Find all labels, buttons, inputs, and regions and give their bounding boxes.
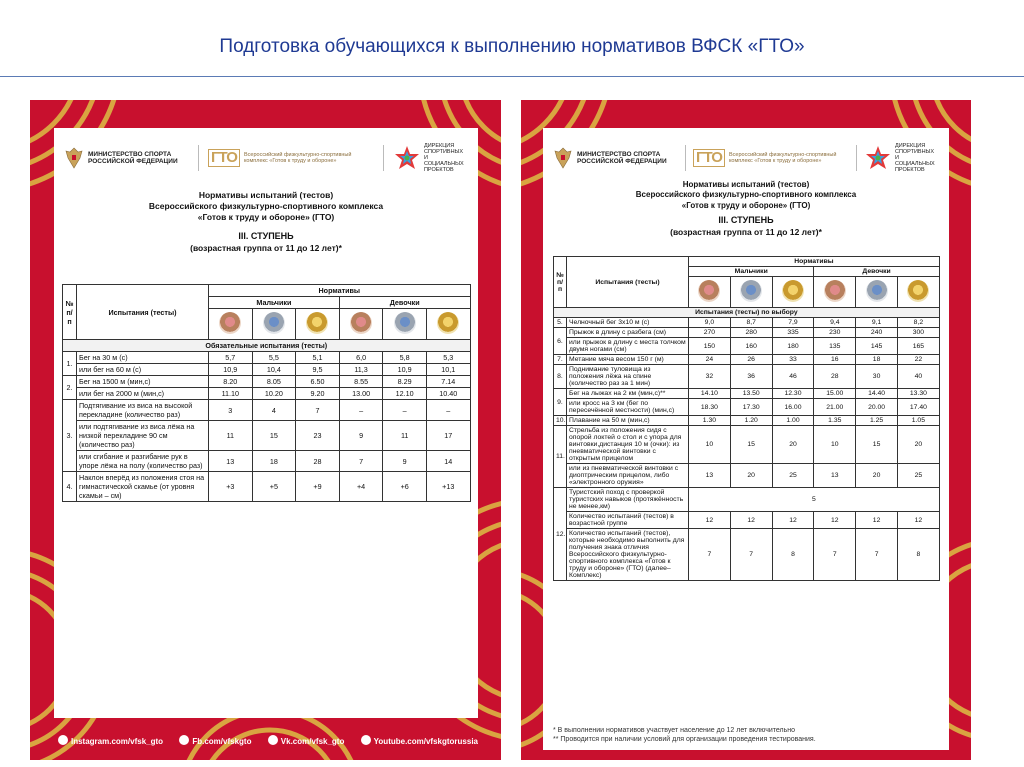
norm-value: 8 (897, 529, 939, 581)
row-number: 6. (554, 328, 567, 355)
norm-value: 24 (689, 355, 731, 365)
table-row (554, 365, 940, 389)
norms-table-right (553, 256, 940, 581)
instagram-icon (58, 735, 68, 745)
norm-value: 11 (209, 421, 253, 451)
social-links (58, 735, 478, 746)
test-name: Бег на лыжах на 2 км (мин,с)** (567, 389, 689, 399)
test-name: Прыжок в длину с разбега (см) (567, 328, 689, 338)
logo-bar (553, 138, 939, 178)
norm-value: – (339, 400, 383, 421)
norm-value: 10,4 (252, 364, 296, 376)
norm-value: 8,7 (730, 318, 772, 328)
norm-value: 20.00 (856, 399, 898, 416)
norm-value: 7 (339, 451, 383, 472)
norm-value: 13 (209, 451, 253, 472)
norm-value: 11 (383, 421, 427, 451)
test-name: Метание мяча весом 150 г (м) (567, 355, 689, 365)
test-name: или прыжок в длину с места толчком двумя ногами (см) (567, 338, 689, 355)
norm-value: 5,3 (426, 352, 470, 364)
test-name: Количество испытаний (тестов), которые необходимо выполнить для получения знака отличия Всероссийского физкультурно-спортивного комплекса «Готов к труду и обороне» (ГТО) (далее–Комплекс) (567, 529, 689, 581)
norm-value: 180 (772, 338, 814, 355)
norm-value: 1.00 (772, 416, 814, 426)
norm-value: 40 (897, 365, 939, 389)
table-row (63, 352, 471, 364)
norm-value: 10,1 (426, 364, 470, 376)
ministry-logo: МИНИСТЕРСТВО СПОРТА РОССИЙСКОЙ ФЕДЕРАЦИИ (553, 146, 677, 170)
norm-value: 20 (856, 464, 898, 488)
test-name: Туристский поход с проверкой туристских навыков (протяжённость не менее,км) (567, 488, 689, 512)
norm-value: 8.20 (209, 376, 253, 388)
table-row (554, 399, 940, 416)
eagle-emblem-icon (64, 146, 84, 170)
norm-value: 11,3 (339, 364, 383, 376)
norm-value: 5,7 (209, 352, 253, 364)
norm-value: – (383, 400, 427, 421)
norm-value: 11.10 (209, 388, 253, 400)
norm-value: 10,9 (209, 364, 253, 376)
norm-value: 16 (814, 355, 856, 365)
table-row (554, 328, 940, 338)
star-logo-icon (865, 145, 891, 171)
norm-value: 10,9 (383, 364, 427, 376)
norm-value: 8,2 (897, 318, 939, 328)
test-name: Бег на 30 м (с) (77, 352, 209, 364)
row-number: 3. (63, 400, 77, 472)
row-number: 4. (63, 472, 77, 502)
section-header: Обязательные испытания (тесты) (63, 340, 471, 352)
norm-value: 10.40 (426, 388, 470, 400)
norm-value: 12 (856, 512, 898, 529)
norm-value: 3 (209, 400, 253, 421)
norm-value: 5,1 (296, 352, 340, 364)
norm-value: 13.00 (339, 388, 383, 400)
norm-value: 28 (814, 365, 856, 389)
norm-value: 6.50 (296, 376, 340, 388)
norm-value: 9 (339, 421, 383, 451)
table-row (63, 364, 471, 376)
norm-value: 9,1 (856, 318, 898, 328)
footnotes: * В выполнении нормативов участвует население до 12 лет включительно ** Проводится при наличии условий для организации проведения тестирования. (553, 726, 816, 743)
bronze-badge-icon (350, 312, 372, 334)
norm-value: 165 (897, 338, 939, 355)
norm-value: 335 (772, 328, 814, 338)
section-header: Испытания (тесты) по выбору (554, 308, 940, 318)
norm-value: 22 (897, 355, 939, 365)
norm-value: 13 (689, 464, 731, 488)
norm-value: 8.05 (252, 376, 296, 388)
test-name: или бег на 60 м (с) (77, 364, 209, 376)
document-heading: Нормативы испытаний (тестов) Всероссийского физкультурно-спортивного комплекса «Готов к труду и обороне» (ГТО) III. СТУПЕНЬ (возрастная группа от 11 до 12 лет)* (635, 180, 857, 237)
girls-header: Девочки (814, 267, 939, 277)
norm-value: 240 (856, 328, 898, 338)
norm-value: 7 (856, 529, 898, 581)
norm-value: 12.30 (772, 389, 814, 399)
norm-value: 17 (426, 421, 470, 451)
norm-value: 23 (296, 421, 340, 451)
row-number: 2. (63, 376, 77, 400)
norm-value: +4 (339, 472, 383, 502)
norm-value: 16.00 (772, 399, 814, 416)
norm-value: 280 (730, 328, 772, 338)
norm-value: 9,4 (814, 318, 856, 328)
bronze-badge-icon (698, 280, 720, 302)
norm-value: 1.05 (897, 416, 939, 426)
norm-value: 1.35 (814, 416, 856, 426)
norm-value: 21.00 (814, 399, 856, 416)
norm-value: 8 (772, 529, 814, 581)
table-row (63, 451, 471, 472)
norm-value: 145 (856, 338, 898, 355)
boys-header: Мальчики (689, 267, 814, 277)
boys-header: Мальчики (209, 297, 340, 309)
facebook-link[interactable]: Fb.com/vfskgto (179, 735, 251, 746)
youtube-icon (361, 735, 371, 745)
test-name: или сгибание и разгибание рук в упоре лёжа на полу (количество раз) (77, 451, 209, 472)
norm-value: – (426, 400, 470, 421)
norm-value: 15 (856, 426, 898, 464)
silver-badge-icon (394, 312, 416, 334)
instagram-link[interactable]: Instagram.com/vfsk_gto (58, 735, 163, 746)
norm-value: 32 (689, 365, 731, 389)
row-number: 9. (554, 389, 567, 416)
ministry-logo: МИНИСТЕРСТВО СПОРТА РОССИЙСКОЙ ФЕДЕРАЦИИ (64, 146, 188, 170)
right-document-panel (521, 100, 971, 760)
norm-value: 25 (897, 464, 939, 488)
col-num-header: № п/п (554, 257, 567, 308)
col-tests-header: Испытания (тесты) (567, 257, 689, 308)
gold-badge-icon (306, 312, 328, 334)
test-name: Поднимание туловища из положения лёжа на спине (количество раз за 1 мин) (567, 365, 689, 389)
norm-value: 20 (730, 464, 772, 488)
norm-value: 18 (856, 355, 898, 365)
norm-value: 12.10 (383, 388, 427, 400)
norm-value: 150 (689, 338, 731, 355)
col-num-header: № п/п (63, 285, 77, 340)
table-row (554, 512, 940, 529)
norm-value: 30 (856, 365, 898, 389)
norm-value: 9 (383, 451, 427, 472)
test-name: Наклон вперёд из положения стоя на гимнастической скамье (от уровня скамьи – см) (77, 472, 209, 502)
gold-badge-icon (437, 312, 459, 334)
table-row (554, 355, 940, 365)
girls-header: Девочки (339, 297, 470, 309)
norm-value: 12 (689, 512, 731, 529)
norm-value: 46 (772, 365, 814, 389)
row-number: 10. (554, 416, 567, 426)
test-name: Бег на 1500 м (мин,с) (77, 376, 209, 388)
norm-value: 5,5 (252, 352, 296, 364)
table-row (63, 421, 471, 451)
star-logo-icon (394, 145, 420, 171)
norm-value: 5 (689, 488, 940, 512)
norm-value: 20 (772, 426, 814, 464)
norm-value: 26 (730, 355, 772, 365)
norm-value: 25 (772, 464, 814, 488)
test-name: Стрельба из положения сидя с опорой локтей о стол и с упора для винтовки,дистанция 10 м (очки): из пневматической винтовки с открытым прицелом (567, 426, 689, 464)
silver-badge-icon (866, 280, 888, 302)
norm-value: 135 (814, 338, 856, 355)
norm-value: 36 (730, 365, 772, 389)
norm-value: +3 (209, 472, 253, 502)
norm-value: +5 (252, 472, 296, 502)
norm-value: 7.14 (426, 376, 470, 388)
document-heading: Нормативы испытаний (тестов) Всероссийского физкультурно-спортивного комплекса «Готов к труду и обороне» (ГТО) III. СТУПЕНЬ (возрастная группа от 11 до 12 лет)* (148, 190, 384, 253)
row-number: 5. (554, 318, 567, 328)
norm-value: 7 (689, 529, 731, 581)
norm-value: 7,9 (772, 318, 814, 328)
table-row (63, 472, 471, 502)
facebook-icon (179, 735, 189, 745)
norm-value: 4 (252, 400, 296, 421)
test-name: или бег на 2000 м (мин,с) (77, 388, 209, 400)
norm-value: 160 (730, 338, 772, 355)
norm-value: 1.25 (856, 416, 898, 426)
norm-value: 6,0 (339, 352, 383, 364)
norm-value: 28 (296, 451, 340, 472)
norm-value: 9,5 (296, 364, 340, 376)
row-number: 12. (554, 488, 567, 581)
norm-value: 17.40 (897, 399, 939, 416)
row-number: 1. (63, 352, 77, 376)
left-sheet (54, 128, 478, 718)
directorate-logo: ДИРЕКЦИЯ СПОРТИВНЫХ И СОЦИАЛЬНЫХ ПРОЕКТОВ (865, 143, 939, 173)
norm-value: 15 (730, 426, 772, 464)
norm-value: 33 (772, 355, 814, 365)
norm-value: 300 (897, 328, 939, 338)
gto-logo: ГТО Всероссийский физкультурно-спортивный комплекс «Готов к труду и обороне» (208, 149, 374, 168)
norm-value: 9,0 (689, 318, 731, 328)
norm-value: 1.20 (730, 416, 772, 426)
norm-value: 10 (689, 426, 731, 464)
test-name: или кросс на 3 км (бег по пересечённой местности) (мин,с) (567, 399, 689, 416)
norm-value: 230 (814, 328, 856, 338)
norm-value: 9.20 (296, 388, 340, 400)
norm-value: 14 (426, 451, 470, 472)
table-row (63, 376, 471, 388)
norms-table-left (62, 284, 471, 502)
norm-value: 7 (814, 529, 856, 581)
directorate-logo: ДИРЕКЦИЯ СПОРТИВНЫХ И СОЦИАЛЬНЫХ ПРОЕКТОВ (394, 143, 468, 173)
norm-value: 15.00 (814, 389, 856, 399)
norm-value: +6 (383, 472, 427, 502)
table-row (554, 426, 940, 464)
test-name: Количество испытаний (тестов) в возрастной группе (567, 512, 689, 529)
eagle-emblem-icon (553, 146, 573, 170)
norm-value: 5,8 (383, 352, 427, 364)
table-row (554, 416, 940, 426)
title-divider (0, 76, 1024, 77)
norms-header: Нормативы (689, 257, 940, 267)
test-name: Подтягивание из виса на высокой перекладине (количество раз) (77, 400, 209, 421)
table-row (554, 318, 940, 328)
norm-value: 14.40 (856, 389, 898, 399)
norm-value: 1.30 (689, 416, 731, 426)
norm-value: 18 (252, 451, 296, 472)
silver-badge-icon (263, 312, 285, 334)
table-row (63, 388, 471, 400)
right-sheet (543, 128, 949, 750)
norm-value: 12 (772, 512, 814, 529)
table-row (554, 389, 940, 399)
test-name: или из пневматической винтовки с диоптрическим прицелом, либо «электронного оружия» (567, 464, 689, 488)
row-number: 7. (554, 355, 567, 365)
vk-link[interactable]: Vk.com/vfsk_gto (268, 735, 345, 746)
norm-value: 12 (814, 512, 856, 529)
norm-value: 12 (730, 512, 772, 529)
bronze-badge-icon (824, 280, 846, 302)
gto-logo: ГТО Всероссийский физкультурно-спортивный комплекс «Готов к труду и обороне» (693, 149, 849, 168)
logo-bar (64, 138, 468, 178)
test-name: или подтягивание из виса лёжа на низкой перекладине 90 см (количество раз) (77, 421, 209, 451)
norm-value: 8.29 (383, 376, 427, 388)
left-document-panel (30, 100, 501, 760)
norm-value: 12 (897, 512, 939, 529)
norm-value: 18.30 (689, 399, 731, 416)
table-row (63, 400, 471, 421)
table-row (554, 464, 940, 488)
table-row (554, 338, 940, 355)
norm-value: 270 (689, 328, 731, 338)
silver-badge-icon (740, 280, 762, 302)
test-name: Челночный бег 3х10 м (с) (567, 318, 689, 328)
norm-value: 8.55 (339, 376, 383, 388)
col-tests-header: Испытания (тесты) (77, 285, 209, 340)
norms-header: Нормативы (209, 285, 471, 297)
norm-value: 7 (296, 400, 340, 421)
table-row (554, 529, 940, 581)
table-row (554, 488, 940, 512)
norm-value: +9 (296, 472, 340, 502)
norm-value: +13 (426, 472, 470, 502)
norm-value: 20 (897, 426, 939, 464)
norm-value: 13.30 (897, 389, 939, 399)
norm-value: 13.50 (730, 389, 772, 399)
gold-badge-icon (782, 280, 804, 302)
norm-value: 13 (814, 464, 856, 488)
youtube-link[interactable]: Youtube.com/vfskgtorussia (361, 735, 478, 746)
bronze-badge-icon (219, 312, 241, 334)
test-name: Плавание на 50 м (мин,с) (567, 416, 689, 426)
slide-title: Подготовка обучающихся к выполнению нормативов ВФСК «ГТО» (219, 36, 805, 57)
row-number: 8. (554, 365, 567, 389)
norm-value: 14.10 (689, 389, 731, 399)
norm-value: 10 (814, 426, 856, 464)
norm-value: 7 (730, 529, 772, 581)
norm-value: 15 (252, 421, 296, 451)
gold-badge-icon (907, 280, 929, 302)
vk-icon (268, 735, 278, 745)
norm-value: 10.20 (252, 388, 296, 400)
norm-value: 17.30 (730, 399, 772, 416)
row-number: 11. (554, 426, 567, 488)
